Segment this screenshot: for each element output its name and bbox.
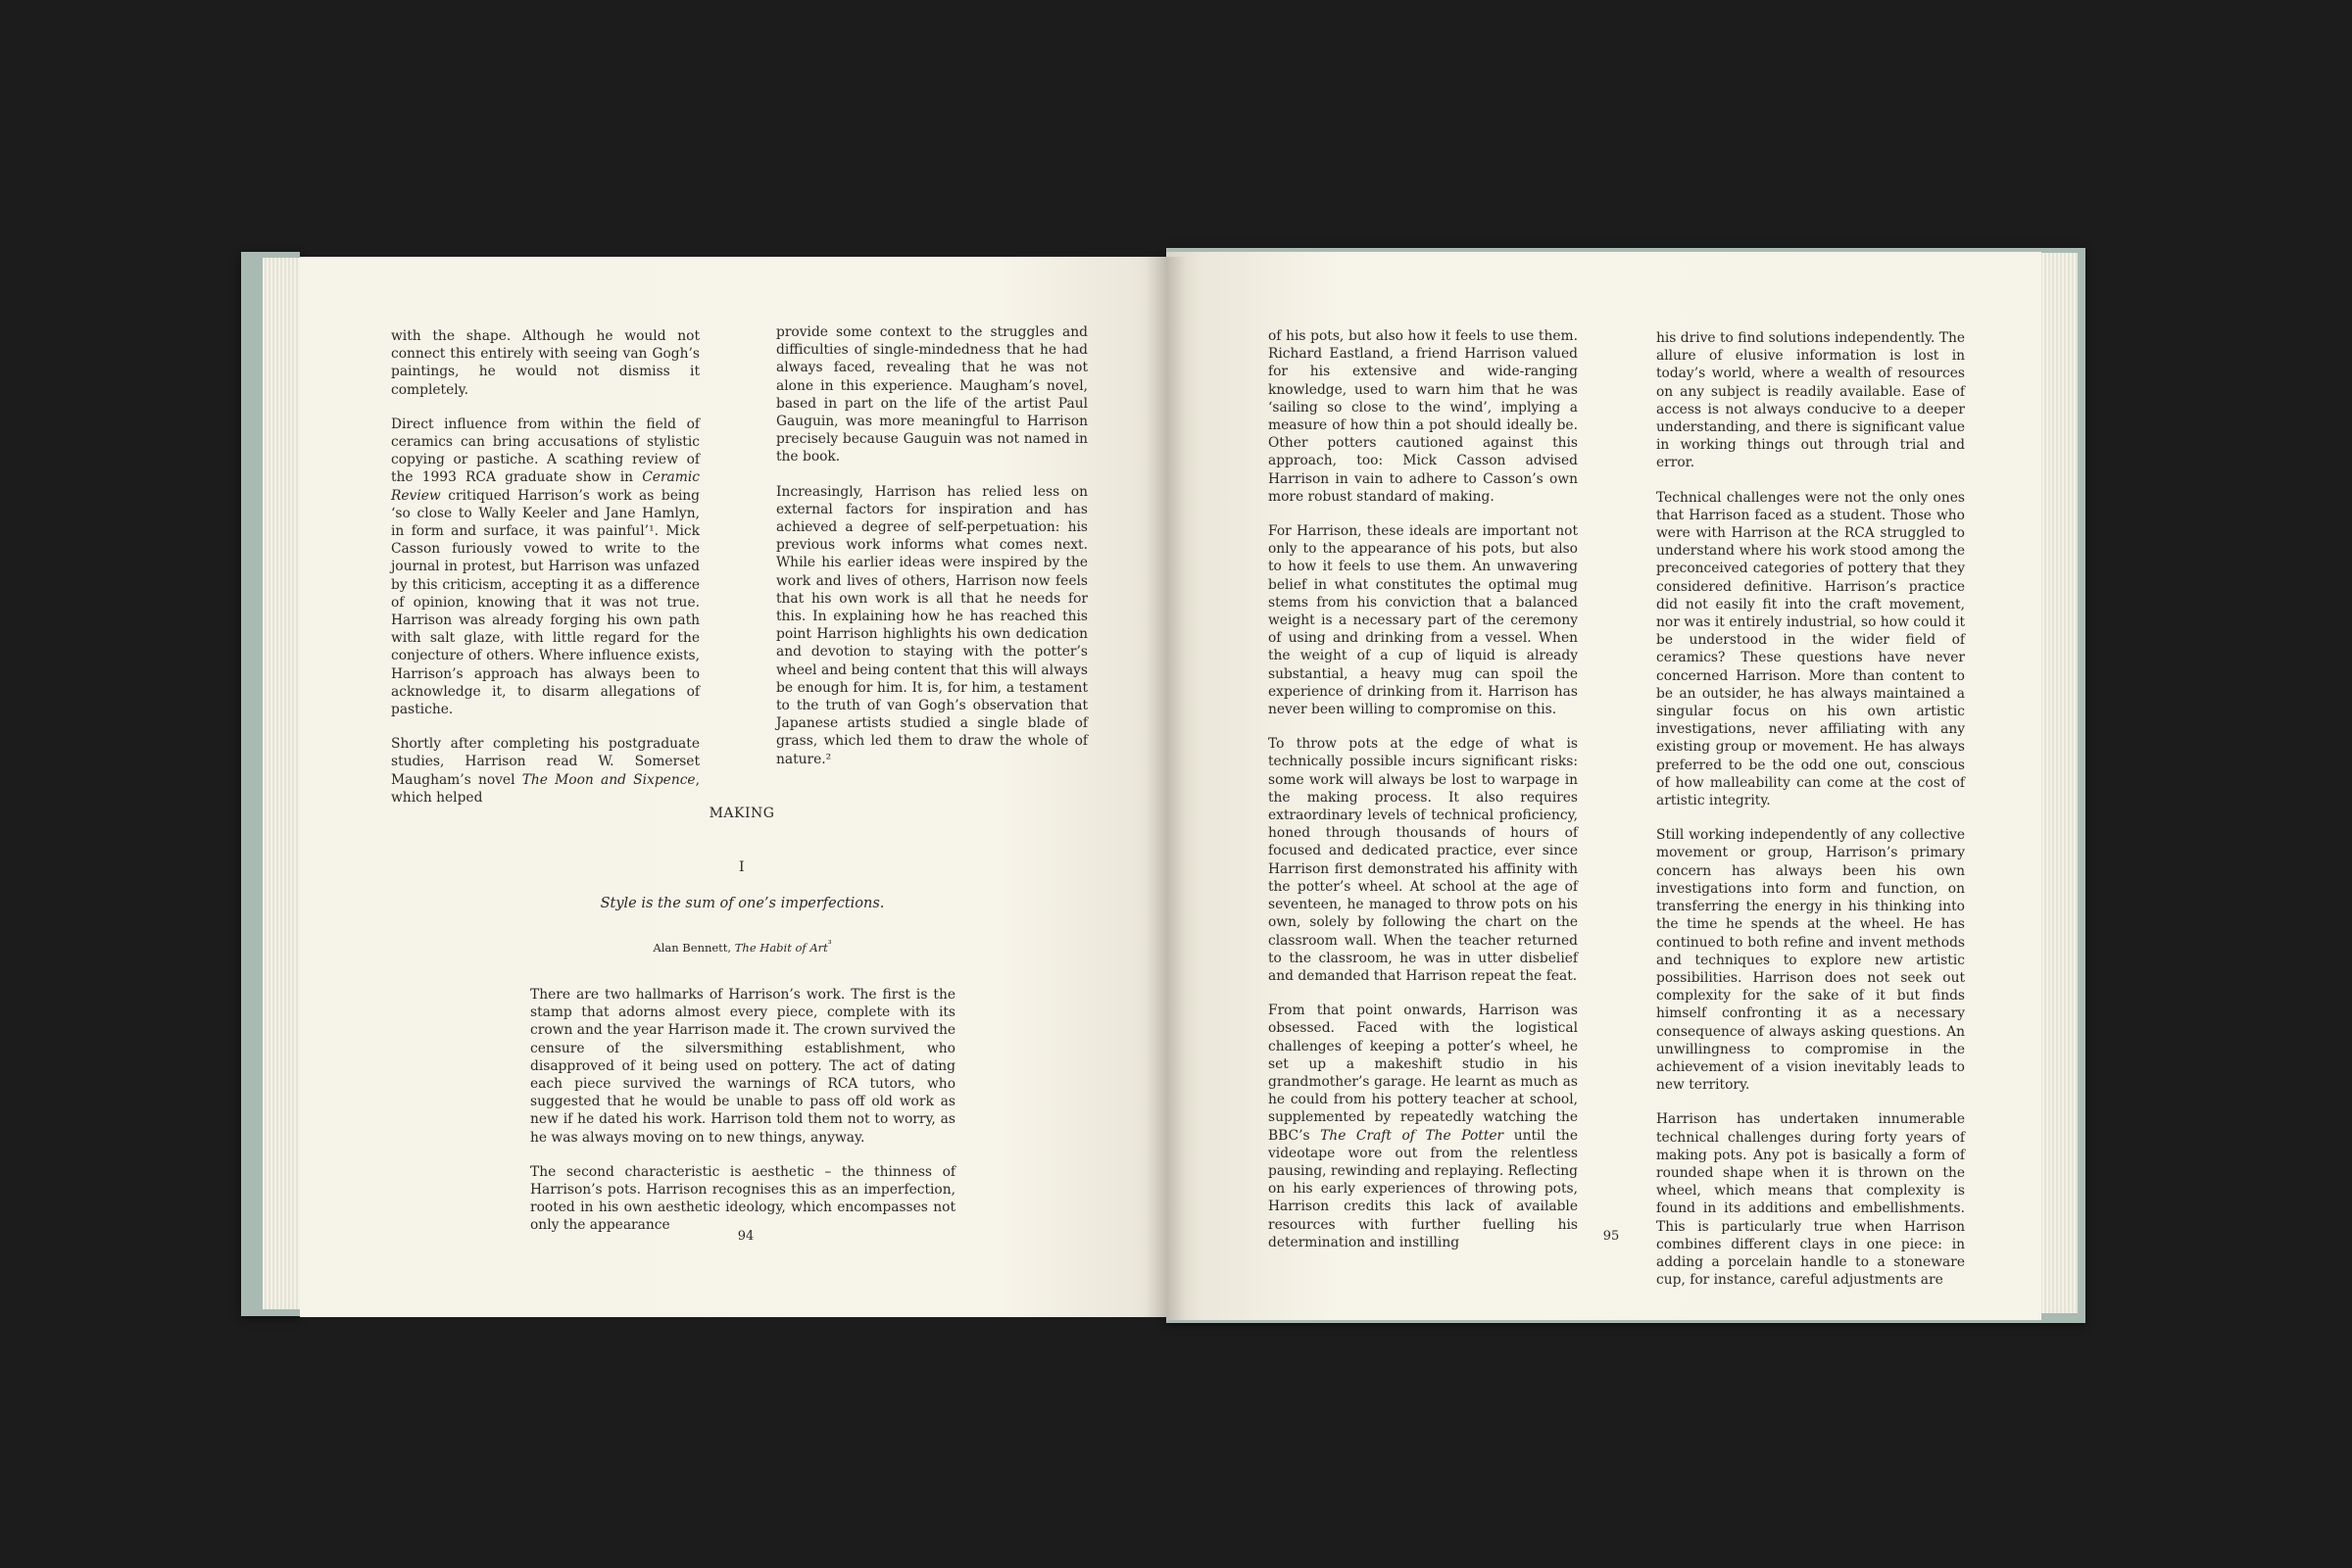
paragraph: Direct influence from within the field of ceramics can bring accusations of stylistic copying or pastiche. A scathing review of the 1993 RCA graduate show in Ceramic Review critiqued Harrison’s work as being ‘so close to Wally Keeler and Jane Hamlyn, in form and surface, it was painful’¹. Mick Casson furiously vowed to write to the journal in protest, but Harrison was unfazed by this criticism, accepting it as a difference of opinion, knowing that it was not true. Harrison was already forging his own path with salt glaze, with little regard for the conjecture of others. Where influence exists, Harrison’s approach has always been to acknowledge it, to disarm allegations of pastiche. (391, 416, 700, 718)
paragraph: with the shape. Although he would not connect this entirely with seeing van Gogh’s paintings, he would not dismiss it completely. (391, 328, 700, 398)
left-page-column-2 (776, 323, 1088, 768)
right-page-column-1 (1268, 327, 1578, 1251)
right-page-column-2 (1656, 329, 1965, 1289)
left-page-wide-text (530, 986, 956, 1251)
paragraph: of his pots, but also how it feels to use them. Richard Eastland, a friend Harrison valued for his extensive and wide-ranging knowledge, used to warn him that he was ‘sailing so close to the wind’, implying a measure of how thin a pot should ideally be. Other potters cautioned against this approach, too: Mick Casson advised Harrison in vain to adhere to Casson’s own more robust standard of making. (1268, 328, 1578, 505)
paragraph: Still working independently of any collective movement or group, Harrison’s primary concern has always been his own investigations into form and function, on transferring the energy in his thinking into the time he spends at the wheel. He has continued to both refine and invent methods and techniques to explore new artistic possibilities. Harrison does not seek out complexity for the sake of it but finds himself confronting it as a necessary consequence of always asking questions. An unwillingness to compromise in the achievement of a vision inevitably leads to new territory. (1656, 827, 1965, 1094)
paragraph: provide some context to the struggles and difficulties of single-mindedness that he had always faced, revealing that he was not alone in this experience. Maugham’s novel, based in part on the life of the artist Paul Gauguin, was more meaningful to Harrison precisely because Gauguin was not named in the book. (776, 324, 1088, 466)
left-page-column-1 (391, 327, 700, 807)
italic-title: The Craft of The Potter (1320, 1127, 1504, 1144)
italic-title: Ceramic Review (391, 469, 700, 504)
page-number-left: 94 (737, 1229, 755, 1244)
section-number: I (738, 859, 746, 875)
epigraph-attribution: Alan Bennett, The Habit of Art$^{^3}$ (653, 939, 832, 955)
italic-title: The Moon and Sixpence (521, 771, 696, 788)
page-edges-left (263, 258, 304, 1309)
paragraph: There are two hallmarks of Harrison’s work. The first is the stamp that adorns almost every piece, complete with its crown and the year Harrison made it. The crown survived the censure of the silversmithing establishment, who disapproved of it being used on pottery. The act of dating each piece survived the warnings of RCA tutors, who suggested that he would be unable to pass off old work as new if he dated his work. Harrison told them not to worry, as he was always moving on to new things, anyway. (530, 987, 956, 1146)
section-title: MAKING (709, 806, 775, 821)
paragraph: To throw pots at the edge of what is technically possible incurs significant risks: some work will always be lost to warpage in the making process. It also requires extraordinary levels of technical proficiency, honed through thousands of hours of focused and dedicated practice, ever since Harrison first demonstrated his affinity with the potter’s wheel. At school at the age of seventeen, he managed to throw pots on his own, solely by following the chart on the classroom wall. When the teacher returned to the classroom, he was in utter disbelief and demanded that Harrison repeat the feat. (1268, 736, 1578, 984)
paragraph: Harrison has undertaken innumerable technical challenges during forty years of making pots. Any pot is basically a form of rounded shape when it is thrown on the wheel, which means that complexity is found in its additions and embellishments. This is particularly true when Harrison combines different clays in one piece: in adding a porcelain handle to a stoneware cup, for instance, careful adjustments are (1656, 1111, 1965, 1289)
paragraph: From that point onwards, Harrison was obsessed. Faced with the logistical challenges of keeping a potter’s wheel, he set up a makeshift studio in his grandmother’s garage. He learnt as much as he could from his pottery teacher at school, supplemented by repeatedly watching the BBC’s The Craft of The Potter until the videotape wore out from the relentless pausing, rewinding and replaying. Reflecting on his early experiences of throwing pots, Harrison credits this lack of available resources with further fuelling his determination and instilling (1268, 1003, 1578, 1250)
page-number-right: 95 (1602, 1229, 1620, 1244)
paragraph: Technical challenges were not the only ones that Harrison faced as a student. Those who were with Harrison at the RCA struggled to understand where his work stood among the preconceived categories of pottery that they considered definitive. Harrison’s practice did not easily fit into the craft movement, nor was it entirely industrial, so how could it be understood in the wider field of ceramics? These questions have never concerned Harrison. More than content to be an outsider, he has always maintained a singular focus on his own artistic investigations, never affiliating with any existing group or movement. He has always preferred to be the odd one out, conscious of how malleability can come at the cost of artistic integrity. (1656, 489, 1965, 809)
paragraph: Increasingly, Harrison has relied less on external factors for inspiration and has achieved a degree of self-perpetuation: his previous work informs what comes next. While his earlier ideas were inspired by the work and lives of others, Harrison now feels that his own work is all that he needs for this. In explaining how he has reached this point Harrison highlights his own dedication and devotion to staying with the potter’s wheel and being content that this will always be enough for him. It is, for him, a testament to the truth of van Gogh’s observation that Japanese artists studied a single blade of grass, which led them to draw the whole of nature.² (776, 483, 1088, 767)
paragraph: Shortly after completing his postgraduate studies, Harrison read W. Somerset Maugham’s novel The Moon and Sixpence, which helped (391, 736, 700, 806)
epigraph: Style is the sum of one’s imperfections. (600, 896, 885, 911)
paragraph: For Harrison, these ideals are important not only to the appearance of his pots, but also to how it feels to use them. An unwavering belief in what constitutes the optimal mug stems from his conviction that a balanced weight is a necessary part of the ceremony of using and drinking from a vessel. When the weight of a cup of liquid is already substantial, a heavy mug can spoil the experience of drinking from it. Harrison has never been willing to compromise on this. (1268, 523, 1578, 718)
gutter-shadow (1147, 257, 1186, 1320)
paragraph: his drive to find solutions independently. The allure of elusive information is lost in today’s world, where a wealth of resources on any subject is readily available. Ease of access is not always conducive to a deeper understanding, and there is significant value in working things out through trial and error. (1656, 330, 1965, 471)
paragraph: The second characteristic is aesthetic – the thinness of Harrison’s pots. Harrison recognises this as an imperfection, rooted in his own aesthetic ideology, which encompasses not only the appearance (530, 1163, 956, 1234)
